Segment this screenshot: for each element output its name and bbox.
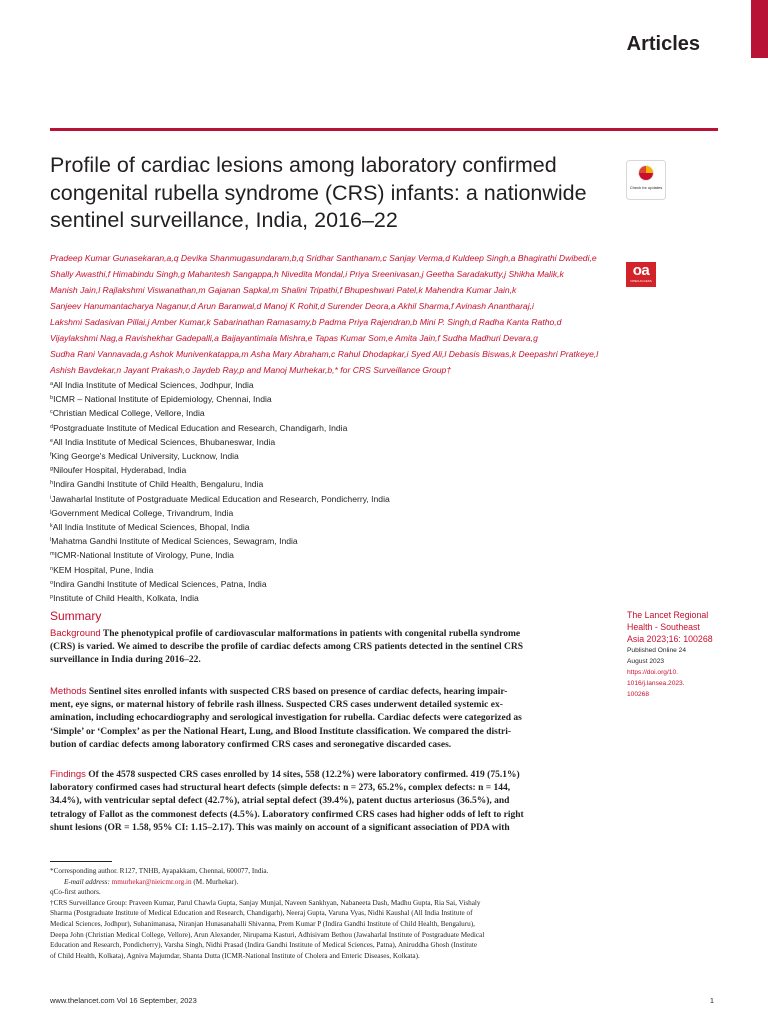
group-note-line: †CRS Surveillance Group: Praveen Kumar, Parul Chawla Gupta, Sanjay Munjal, Naveen Sankhyan, Nabaneeta Dash, Madhu Gupta, Ria Sai, Vishaly (50, 898, 481, 907)
footnote-rule (50, 861, 112, 862)
author-list (50, 250, 620, 378)
open-access-logo-subtext: OPEN ACCESS (630, 279, 652, 283)
title-line: Profile of cardiac lesions among laboratory confirmed (50, 153, 557, 177)
affiliation: $^n$KEM Hospital, Pune, India (50, 564, 154, 575)
check-for-updates-icon[interactable] (626, 160, 666, 200)
page-number: 1 (709, 996, 714, 1005)
author-line[interactable]: Manish Jain,l Rajlakshmi Viswanathan,m Gajanan Sapkal,m Shalini Tripathi,f Bhupeshwari Patel,k Mahendra Kumar Jain,k (50, 285, 517, 296)
author-line[interactable]: Ashish Bavdekar,n Jayant Prakash,o Jaydeb Ray,p and Manoj Murhekar,b,* for CRS Surveillance Group† (50, 365, 452, 376)
header-accent-bar (751, 0, 768, 58)
author-line[interactable]: Pradeep Kumar Gunasekaran,a,q Devika Shanmugasundaram,b,q Sridhar Santhanam,c Sanjay Verma,d Kuldeep Singh,a Bhagirathi Dwibedi,e (50, 253, 597, 263)
affiliation: $^c$Christian Medical College, Vellore, India (50, 408, 205, 419)
author-line[interactable]: Sudha Rani Vannavada,g Ashok Munivenkatappa,m Asha Mary Abraham,c Rahul Dhodapkar,i Syed Ali,l Debasis Biswas,k Deepashri Pratkeye,l (50, 349, 599, 360)
svg-text:Check for updates: Check for updates (629, 185, 663, 190)
affiliation: $^g$Niloufer Hospital, Hyderabad, India (50, 465, 187, 476)
section-label: Articles (626, 33, 700, 55)
co-first-note: qCo-first authors. (50, 888, 101, 897)
affiliation: $^h$Indira Gandhi Institute of Child Health, Bengaluru, India (50, 479, 264, 490)
background-label: Background (50, 628, 101, 639)
corresponding-author: *Corresponding author. R127, TNHB, Ayapakkam, Chennai, 600077, India. (50, 867, 269, 875)
summary-methods: Methods Sentinel sites enrolled infants with suspected CRS based on presence of cardiac defects, hearing impair- ment, eye signs, or maternal history of febrile rash illness. Suspected CRS cases underwent detailed systemic ex- amination, including echocardiography and serological investigation for rubella. Cardiac defects were categorized as ‘Simple’ or ‘Complex’ as per the National Heart, Lung, and Blood Institute classification. We compared the distri- bution of cardiac defects among laboratory confirmed CRS cases and seronegative discarded cases. (50, 686, 522, 750)
findings-label: Findings (50, 769, 86, 780)
journal-name: Health - Southeast (627, 622, 700, 632)
author-line[interactable]: Lakshmi Sadasivan Pillai,j Amber Kumar,k Sabarinathan Ramasamy,b Padma Priya Rajendran,b Mini P. Singh,d Radha Kanta Ratho,d (50, 317, 562, 328)
affiliation: $^p$Institute of Child Health, Kolkata, India (50, 593, 199, 604)
title-line: sentinel surveillance, India, 2016–22 (50, 208, 398, 232)
footnotes (50, 866, 622, 961)
article-title (50, 152, 610, 235)
email-link[interactable]: mmurhekar@nieicmr.org.in (111, 877, 192, 886)
affiliation: $^d$Postgraduate Institute of Medical Education and Research, Chandigarh, India (50, 422, 348, 433)
affiliation: $^m$ICMR-National Institute of Virology, Pune, India (50, 550, 234, 561)
group-note-line: Education and Research, Pondicherry), Varsha Singh, Nidhi Prasad (Indira Gandhi Institute of Medical Sciences, Patna), Aniruddha Ghosh (Institute (50, 941, 478, 950)
title-line: congenital rubella syndrome (CRS) infants: a nationwide (50, 180, 587, 205)
doi-link[interactable]: https://doi.org/10. (627, 669, 678, 676)
affiliation-list (50, 378, 610, 605)
affiliation: $^a$All India Institute of Medical Sciences, Jodhpur, India (50, 380, 254, 390)
affiliation: $^i$Jawaharlal Institute of Postgraduate Medical Education and Research, Pondicherry, India (50, 493, 390, 504)
affiliation: $^f$King George's Medical University, Lucknow, India (50, 451, 239, 462)
published-date: August 2023 (627, 658, 665, 665)
affiliation: $^e$All India Institute of Medical Sciences, Bhubaneswar, India (50, 436, 276, 447)
author-line[interactable]: Vijaylakshmi Nag,a Ravishekhar Gadepalli,a Baijayantimala Mishra,e Tapas Kumar Som,e Amita Jain,f Sudha Madhuri Devara,g (50, 333, 538, 344)
footer-journal-info[interactable]: www.thelancet.com Vol 16 September, 2023 (50, 996, 197, 1005)
affiliation: $^o$Indira Gandhi Institute of Medical Sciences, Patna, India (50, 578, 267, 589)
summary-background: Background The phenotypical profile of cardiovascular malformations in patients with congenital rubella syndrome (CRS) is varied. We aimed to describe the profile of cardiac defects among CRS patients detected in the sentinel CRS surveillance in India during 2016–22. (50, 628, 524, 666)
affiliation: $^b$ICMR – National Institute of Epidemiology, Chennai, India (50, 394, 272, 405)
methods-label: Methods (50, 686, 87, 697)
email-line: E-mail address: mmurhekar@nieicmr.org.in (M. Murhekar). (64, 877, 239, 886)
summary-findings: Findings Of the 4578 suspected CRS cases enrolled by 14 sites, 558 (12.2%) were laboratory confirmed. 419 (75.1%) laboratory confirmed cases had structural heart defects (simple defects: n = 273, 65.2%, complex defects: n = 144, 34.4%), with ventricular septal defect (42.7%), atrial septal defect (39.4%), patent ductus arteriosus (36.5%), and tetralogy of Fallot as the commonest defects (4.5%). Laboratory confirmed CRS cases had higher odds of left to right shunt lesions (OR = 1.58, 95% CI: 1.15–2.17). This was mainly on account of a significant association of PDA with (50, 769, 524, 833)
affiliation: $^j$Government Medical College, Trivandrum, India (50, 507, 234, 518)
open-access-logo-text: oa (632, 262, 650, 279)
group-note-line: Deepa John (Christian Medical College, Vellore), Arun Alexander, Nirupama Kasturi, Adhisivam Bethou (Jawaharlal Institute of Postgraduate Medical (50, 930, 485, 939)
group-note-line: Sharma (Postgraduate Institute of Medical Education and Research, Chandigarh), Neeraj Gupta, Varuna Vyas, Nidhi Kaushal (All India Institute of (50, 909, 473, 918)
open-access-icon (626, 262, 656, 287)
journal-name: The Lancet Regional (627, 610, 709, 620)
group-note-line: Medical Sciences, Jodhpur), Suhanimanasa, Niranjan Hunasanahalli Shivanna, Prem Kumar P (Indira Gandhi Institute of Child Health, Bengaluru), (50, 919, 475, 928)
author-line[interactable]: Shally Awasthi,f Himabindu Singh,g Mahantesh Sangappa,h Nivedita Mondal,i Priya Sreenivasan,j Geetha Saradakutty,j Shikha Malik,k (50, 269, 564, 280)
summary-heading: Summary (50, 609, 102, 623)
group-note-line: of Child Health, Kolkata), Agniva Majumdar, Shanta Dutta (ICMR-National Institute of Cholera and Enteric Diseases, Kolkata). (50, 951, 420, 960)
author-line[interactable]: Sanjeev Hanumantacharya Naganur,d Arun Baranwal,d Manoj K Rohit,d Surender Deora,a Akhil Sharma,f Avinash Anantharaj,i (50, 301, 534, 312)
doi-link[interactable]: 100268 (627, 691, 650, 698)
header-rule (50, 128, 718, 131)
citation-sidebar (627, 609, 722, 700)
affiliation: $^k$All India Institute of Medical Sciences, Bhopal, India (50, 522, 250, 533)
doi-link[interactable]: 1016/j.lansea.2023. (627, 680, 685, 687)
journal-citation: Asia 2023;16: 100268 (627, 634, 713, 644)
published-date: Published Online 24 (627, 647, 687, 654)
affiliation: $^l$Mahatma Gandhi Institute of Medical Sciences, Sewagram, India (50, 536, 298, 547)
